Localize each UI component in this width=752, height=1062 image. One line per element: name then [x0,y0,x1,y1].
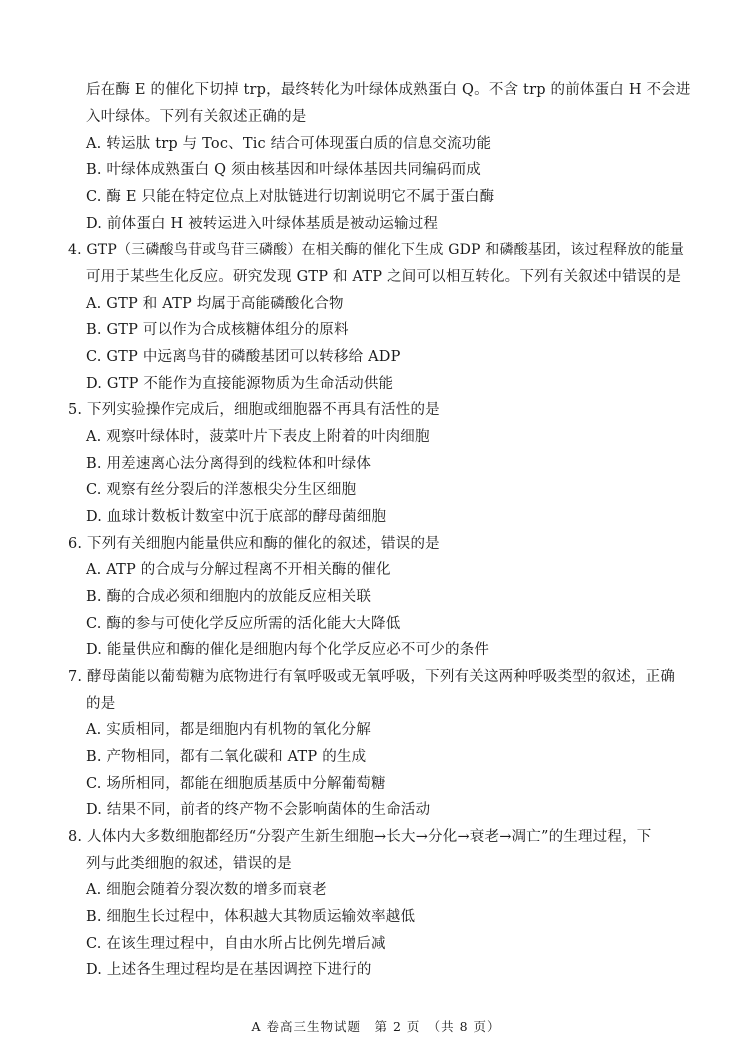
q5-option-c: C. 观察有丝分裂后的洋葱根尖分生区细胞 [86,482,357,498]
q6-stem: 6. 下列有关细胞内能量供应和酶的催化的叙述，错误的是 [68,536,440,552]
q7-option-d: D. 结果不同，前者的终产物不会影响菌体的生命活动 [86,802,431,818]
q8-option-b: B. 细胞生长过程中，体积越大其物质运输效率越低 [86,909,416,925]
q4-option-c: C. GTP 中远离鸟苷的磷酸基团可以转移给 ADP [86,349,401,365]
q6-option-c: C. 酶的参与可使化学反应所需的活化能大大降低 [86,616,401,632]
q5-stem: 5. 下列实验操作完成后，细胞或细胞器不再具有活性的是 [68,402,440,418]
q4-stem-line-1: 4. GTP（三磷酸鸟苷或鸟苷三磷酸）在相关酶的催化下生成 GDP 和磷酸基团，该过程释放的能量 [68,242,685,258]
q8-stem-line-2: 列与此类细胞的叙述，错误的是 [86,856,292,872]
q7-stem-line-1: 7. 酵母菌能以葡萄糖为底物进行有氧呼吸或无氧呼吸，下列有关这两种呼吸类型的叙述，正确 [68,669,676,685]
q6-option-b: B. 酶的合成必须和细胞内的放能反应相关联 [86,589,372,605]
q5-option-b: B. 用差速离心法分离得到的线粒体和叶绿体 [86,456,372,472]
q6-option-d: D. 能量供应和酶的催化是细胞内每个化学反应必不可少的条件 [86,642,490,658]
q3-stem-line-1: 后在酶 E 的催化下切掉 trp，最终转化为叶绿体成熟蛋白 Q。不含 trp 的前体蛋白 H 不会进 [86,82,691,98]
q4-stem-line-2: 可用于某些生化反应。研究发现 GTP 和 ATP 之间可以相互转化。下列有关叙述中错误的是 [86,269,682,285]
q4-option-b: B. GTP 可以作为合成核糖体组分的原料 [86,322,349,338]
q7-option-c: C. 场所相同，都能在细胞质基质中分解葡萄糖 [86,776,386,792]
page-footer: A 卷高三生物试题 第 2 页 （共 8 页） [251,1019,501,1034]
q8-stem-line-1: 8. 人体内大多数细胞都经历“分裂产生新生细胞→长大→分化→衰老→凋亡”的生理过程，下 [68,829,652,845]
q3-option-c: C. 酶 E 只能在特定位点上对肽链进行切割说明它不属于蛋白酶 [86,189,495,205]
q7-option-a: A. 实质相同，都是细胞内有机物的氧化分解 [86,722,371,738]
q8-option-a: A. 细胞会随着分裂次数的增多而衰老 [86,882,327,898]
q4-option-d: D. GTP 不能作为直接能源物质为生命活动供能 [86,376,394,392]
q5-option-d: D. 血球计数板计数室中沉于底部的酵母菌细胞 [86,509,387,525]
q4-option-a: A. GTP 和 ATP 均属于高能磷酸化合物 [86,296,344,312]
q7-option-b: B. 产物相同，都有二氧化碳和 ATP 的生成 [86,749,367,765]
q5-option-a: A. 观察叶绿体时，菠菜叶片下表皮上附着的叶肉细胞 [86,429,430,445]
q8-option-d: D. 上述各生理过程均是在基因调控下进行的 [86,962,372,978]
q6-option-a: A. ATP 的合成与分解过程离不开相关酶的催化 [86,562,391,578]
q3-option-b: B. 叶绿体成熟蛋白 Q 须由核基因和叶绿体基因共同编码而成 [86,162,481,178]
q3-option-d: D. 前体蛋白 H 被转运进入叶绿体基质是被动运输过程 [86,216,439,232]
q3-stem-line-2: 入叶绿体。下列有关叙述正确的是 [86,109,307,125]
q7-stem-line-2: 的是 [86,696,116,712]
q8-option-c: C. 在该生理过程中，自由水所占比例先增后减 [86,936,386,952]
q3-option-a: A. 转运肽 trp 与 Toc、Tic 结合可体现蛋白质的信息交流功能 [86,136,492,152]
